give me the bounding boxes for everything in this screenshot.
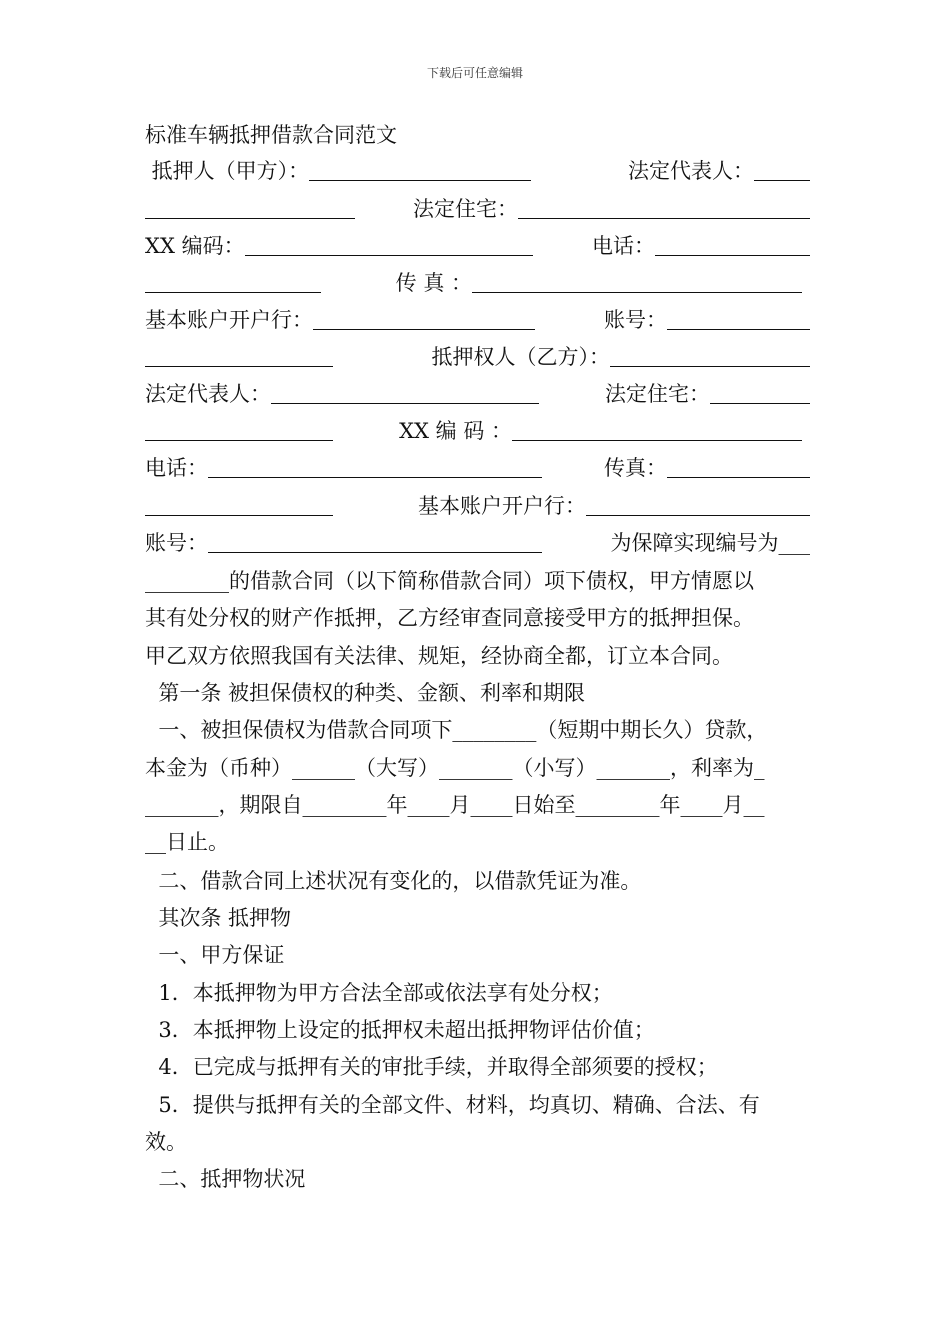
legal-address-b-label: 法定住宅： (605, 382, 710, 406)
list-item: 5．提供与抵押有关的全部文件、材料，均真切、精确、合法、有 (145, 1093, 760, 1117)
legal-rep-b-blank[interactable] (271, 383, 539, 404)
list-item-continuation: 效。 (145, 1130, 187, 1154)
code-a-label: XX 编码： (145, 234, 245, 258)
bank-b-label: 基本账户开户行： (418, 494, 586, 518)
phone-a-label: 电话： (592, 234, 655, 258)
paragraph-line: 二、借款合同上述状况有变化的，以借款凭证为准。 (145, 869, 642, 893)
article-2-heading: 其次条 抵押物 (145, 906, 292, 930)
legal-rep-a-blank-cont[interactable] (145, 198, 355, 219)
legal-address-a-blank[interactable] (518, 198, 810, 219)
form-row-code-a (145, 231, 810, 261)
form-row-legal-b (145, 379, 810, 409)
guarantee-intro: 为保障实现编号为___ (610, 531, 810, 555)
pledgee-label: 抵押权人（乙方）： (431, 345, 610, 369)
legal-rep-a-blank[interactable] (754, 160, 810, 181)
code-b-blank[interactable] (512, 420, 802, 441)
form-row-address-a (145, 194, 810, 224)
form-row-bank-b (145, 491, 810, 521)
paragraph-line: __日止。 (145, 830, 229, 854)
phone-b-label: 电话： (145, 456, 208, 480)
account-a-label: 账号： (604, 308, 667, 332)
form-row-bank-a (145, 305, 810, 335)
pledger-label: 抵押人（甲方）： (145, 159, 310, 183)
fax-b-blank[interactable] (667, 457, 810, 478)
legal-rep-b-label: 法定代表人： (145, 382, 271, 406)
bank-a-blank[interactable] (313, 309, 535, 330)
code-a-blank[interactable] (245, 235, 533, 256)
account-a-blank-cont[interactable] (145, 346, 333, 367)
legal-address-b-blank[interactable] (710, 383, 810, 404)
account-b-blank[interactable] (208, 532, 542, 553)
list-item: 4．已完成与抵押有关的审批手续，并取得全部须要的授权； (145, 1055, 718, 1079)
list-item: 3．本抵押物上设定的抵押权未超出抵押物评估价值； (145, 1018, 655, 1042)
form-row-code-b (145, 416, 810, 446)
paragraph-line: ________的借款合同（以下简称借款合同）项下债权，甲方情愿以 (145, 569, 754, 593)
phone-a-blank-cont[interactable] (145, 272, 321, 293)
pledgee-blank[interactable] (610, 346, 810, 367)
legal-address-a-label: 法定住宅： (413, 197, 518, 221)
form-row-account-b (145, 528, 810, 558)
paragraph-line: 甲乙双方依照我国有关法律、规矩，经协商全都，订立本合同。 (145, 644, 733, 668)
form-row-fax-a (145, 268, 810, 298)
document-title: 标准车辆抵押借款合同范文 (145, 123, 397, 147)
section-heading: 二、抵押物状况 (145, 1167, 306, 1191)
form-row-pledgee (145, 342, 810, 372)
account-a-blank[interactable] (667, 309, 810, 330)
section-heading: 一、甲方保证 (145, 943, 285, 967)
account-b-label: 账号： (145, 531, 208, 555)
fax-b-label: 传真： (604, 456, 667, 480)
paragraph-line: _______，期限自________年____月____日始至________年____月__ (145, 793, 765, 817)
bank-a-label: 基本账户开户行： (145, 308, 313, 332)
list-item: 1．本抵押物为甲方合法全部或依法享有处分权； (145, 981, 613, 1005)
pledger-blank[interactable] (309, 160, 531, 181)
fax-a-label: 传 真 ： (395, 271, 472, 295)
legal-address-b-blank-cont[interactable] (145, 420, 333, 441)
legal-rep-a-label: 法定代表人： (628, 159, 754, 183)
form-row-phone-b (145, 453, 810, 483)
page-header: 下载后可任意编辑 (426, 66, 523, 80)
paragraph-line: 本金为（币种）______（大写）_______（小写）_______，利率为_ (145, 756, 765, 780)
bank-b-blank[interactable] (586, 495, 810, 516)
phone-b-blank[interactable] (208, 457, 542, 478)
fax-a-blank[interactable] (472, 272, 802, 293)
fax-b-blank-cont[interactable] (145, 495, 333, 516)
form-row-pledger (145, 156, 810, 186)
phone-a-blank[interactable] (655, 235, 810, 256)
paragraph-line: 其有处分权的财产作抵押，乙方经审查同意接受甲方的抵押担保。 (145, 606, 754, 630)
code-b-label: XX 编 码 ： (399, 419, 512, 443)
paragraph-line: 一、被担保债权为借款合同项下________（短期中期长久）贷款， (145, 718, 768, 742)
article-1-heading: 第一条 被担保债权的种类、金额、利率和期限 (145, 681, 586, 705)
